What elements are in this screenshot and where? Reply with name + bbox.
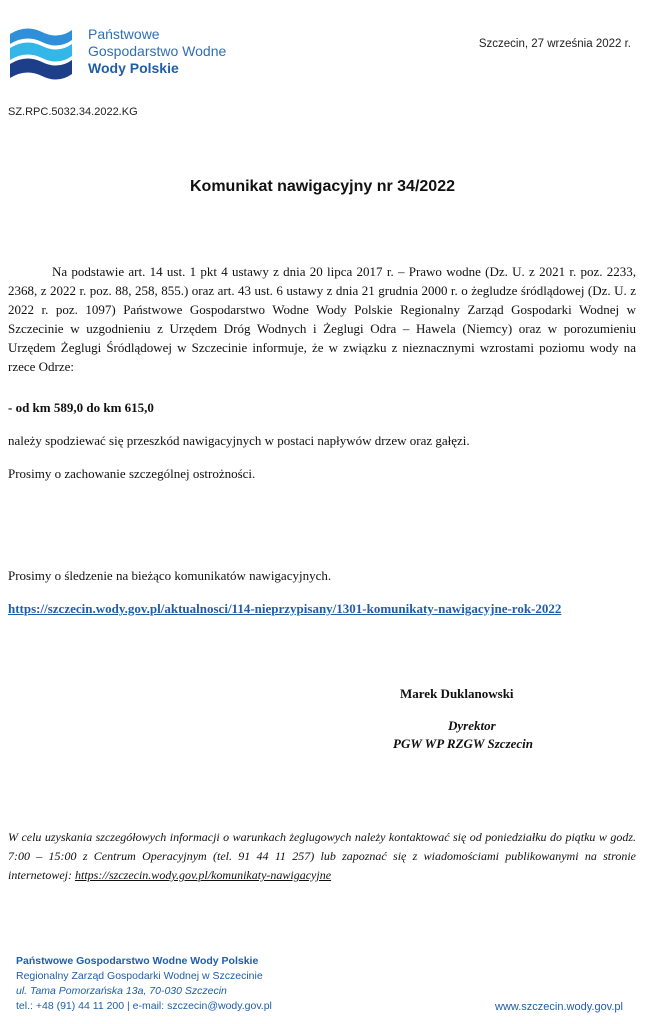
obstacles-paragraph: należy spodziewać się przeszkód nawigacyjnych w postaci napływów drzew oraz gałęzi.: [8, 433, 470, 448]
footer-regional-office: Regionalny Zarząd Gospodarki Wodnej w Szczecinie: [16, 970, 263, 982]
document-date: Szczecin, 27 września 2022 r.: [478, 38, 631, 50]
contact-note: [8, 828, 636, 885]
footer-org-name: Państwowe Gospodarstwo Wodne Wody Polskie: [16, 955, 259, 967]
signatory-role: Dyrektor: [448, 718, 496, 733]
contact-note-link[interactable]: https://szczecin.wody.gov.pl/komunikaty-nawigacyjne: [74, 868, 332, 882]
follow-paragraph: Prosimy o śledzenie na bieżąco komunikatów nawigacyjnych.: [8, 568, 332, 583]
signatory-name: Marek Duklanowski: [400, 686, 514, 701]
logo-line-1: Państwowe: [88, 26, 160, 42]
logo-line-2: Gospodarstwo Wodne: [88, 43, 227, 59]
signatory-organization: PGW WP RZGW Szczecin: [393, 736, 534, 751]
footer-website[interactable]: www.szczecin.wody.gov.pl: [495, 1001, 623, 1013]
river-range: - od km 589,0 do km 615,0: [8, 400, 154, 415]
reference-number: SZ.RPC.5032.34.2022.KG: [8, 106, 138, 118]
wody-polskie-logo-icon: [8, 24, 74, 88]
footer-street-address: ul. Tama Pomorzańska 13a, 70-030 Szczecin: [16, 985, 227, 997]
caution-paragraph: Prosimy o zachowanie szczególnej ostrożności.: [8, 466, 256, 481]
main-paragraph: Na podstawie art. 14 ust. 1 pkt 4 ustawy z dnia 20 lipca 2017 r. – Prawo wodne (Dz. U. z 2021 r. poz. 2233, 2368, z 2022 r. poz. 88, 258, 855.) oraz art. 43 ust. 6 ustawy z dnia 21 grudnia 2000 r. o żegludze śródlądowej (Dz. U. z 2022 r. poz. 1097) Państwowe Gospodarstwo Wodne Wody Polskie Regionalny Zarząd Gospodarki Wodnej w Szczecinie w uzgodnieniu z Urzędem Dróg Wodnych i Żeglugi Odra – Hawela (Niemcy) oraz w porozumieniu Urzędem Żeglugi Śródlądowej w Szczecinie informuje, że w związku z nieznacznymi wzrostami poziomu wody na rzece Odrze:: [8, 264, 636, 374]
logo-line-3: Wody Polskie: [88, 60, 179, 76]
contact-note-text: W celu uzyskania szczegółowych informacji o warunkach żeglugowych należy kontaktować się od poniedziałku do piątku w godz. 7:00 – 15:00 z Centrum Operacyjnym (tel. 91 44 11 257) lub zapoznać się z wiadomościami publikowanymi na stronie internetowej:: [8, 830, 636, 882]
page-title: Komunikat nawigacyjny nr 34/2022: [190, 178, 455, 195]
footer-contact: tel.: +48 (91) 44 11 200 | e-mail: szczecin@wody.gov.pl: [16, 1000, 272, 1012]
footer-address: [16, 954, 272, 1014]
announcements-link[interactable]: https://szczecin.wody.gov.pl/aktualnosci/114-nieprzypisany/1301-komunikaty-nawigacyjne-rok-2022: [8, 601, 562, 616]
logo-wordmark: [88, 26, 226, 77]
